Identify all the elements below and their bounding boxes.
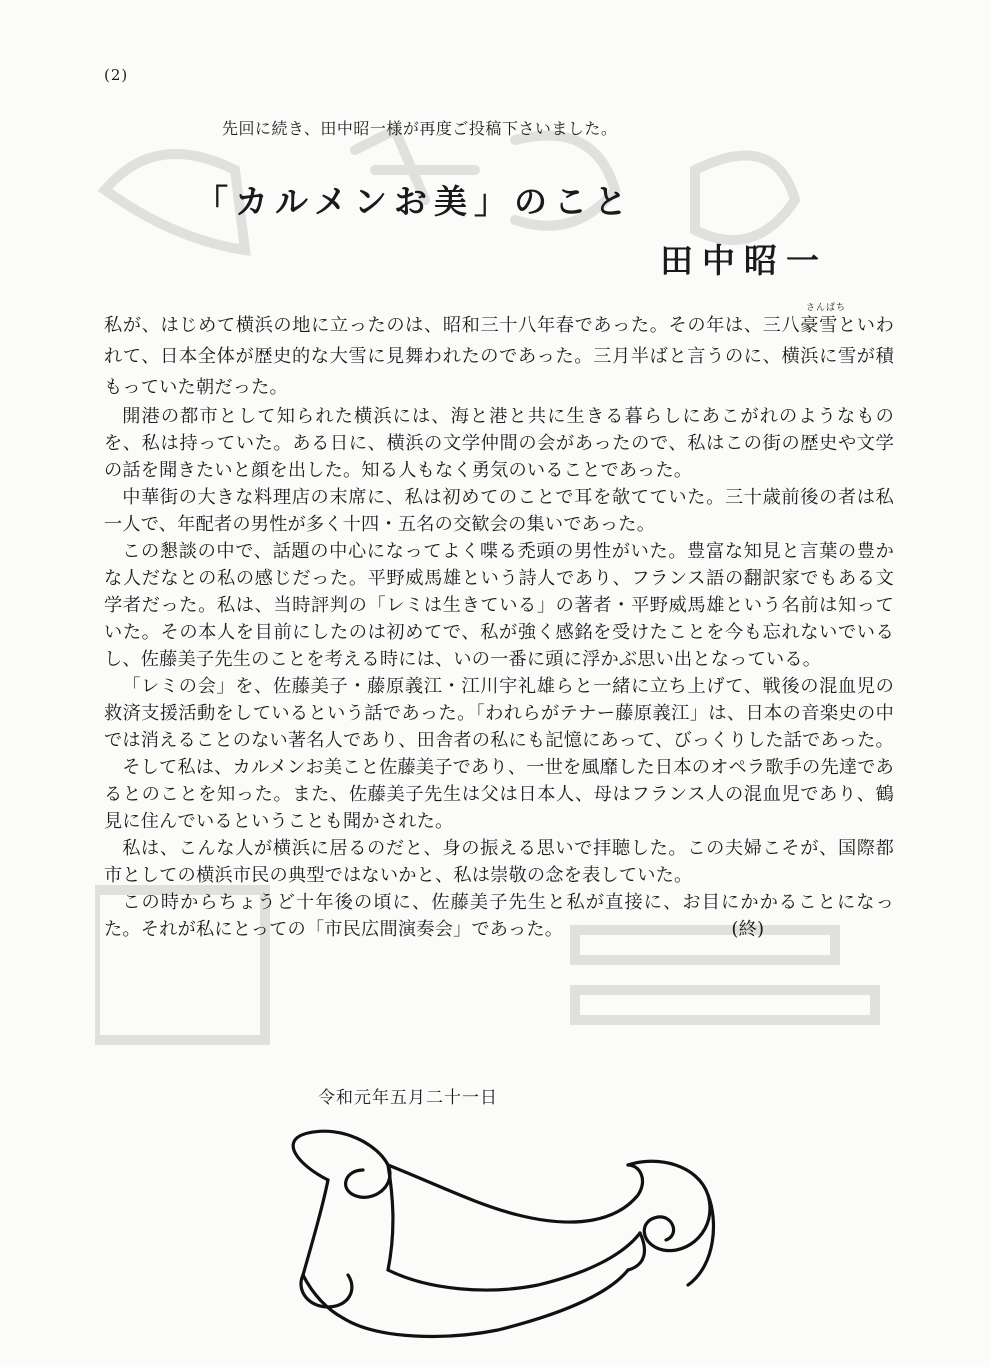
article-date: 令和元年五月二十一日 [318,1088,498,1108]
page-number: (2) [104,66,129,84]
paragraph-4: この懇談の中で、話題の中心になってよく喋る禿頭の男性がいた。豊富な知見と言葉の豊かな人だなとの私の感じだった。平野威馬雄という詩人であり、フランス語の翻訳家でもある文学者だった。私は、当時評判の「レミは生きている」の著者・平野威馬雄という名前は知っていた。その本人を目前にしたのは初めてで、私が強く感銘を受けたことを今も忘れないでいるし、佐藤美子先生のことを考える時には、いの一番に頭に浮かぶ思い出となっている。 [104,541,894,670]
end-mark: (終) [731,919,765,940]
paragraph-8: この時からちょうど十年後の頃に、佐藤美子先生と私が直接に、お目にかかることになった。それが私にとっての「市民広間演奏会」であった。 [104,892,894,940]
paragraph-7: 私は、こんな人が横浜に居るのだと、身の振える思いで拝聴した。この夫婦こそが、国際都市としての横浜市民の典型ではないかと、私は崇敬の念を表していた。 [104,838,894,886]
paragraph-5: 「レミの会」を、佐藤美子・藤原義江・江川宇礼雄らと一緒に立ち上げて、戦後の混血児の救済支援活動をしているという話であった。「われらがテナー藤原義江」は、日本の音楽史の中では消えることのない著名人であり、田舎者の私にも記憶にあって、びっくりした話であった。 [104,676,894,751]
article-title: 「カルメンお美」のこと [195,182,635,221]
paragraph-2: 開港の都市として知られた横浜には、海と港と共に生きる暮らしにあこがれのようなものを、私は持っていた。ある日に、横浜の文学仲間の会があったので、私はこの街の歴史や文学の話を聞きたいと顔を出した。知る人もなく勇気のいることであった。 [104,406,894,481]
paragraph-1: 私が、はじめて横浜の地に立ったのは、昭和三十八年春であった。その年は、三八豪雪といわれて、日本全体が歴史的な大雪に見舞われたのであった。三月半ばと言うのに、横浜に雪が積もっていた朝だった。 [104,315,894,398]
article-author: 田中昭一 [660,241,828,280]
scroll-drawing [268,1125,738,1350]
paragraph-3: 中華街の大きな料理店の末席に、私は初めてのことで耳を欹てていた。三十歳前後の者は私一人で、年配者の男性が多く十四・五名の交歓会の集いであった。 [104,487,894,535]
article-body [104,310,894,943]
paragraph-8-wrapper [104,889,894,943]
furigana-ruby: さんぱち [806,303,847,313]
paragraph-6: そして私は、カルメンお美こと佐藤美子であり、一世を風靡した日本のオペラ歌手の先達であるとのことを知った。また、佐藤美子先生は父は日本人、母はフランス人の混血児であり、鶴見に住んでいるということも聞かされた。 [104,757,894,832]
intro-text: 先回に続き、田中昭一様が再度ご投稿下さいました。 [222,119,618,138]
